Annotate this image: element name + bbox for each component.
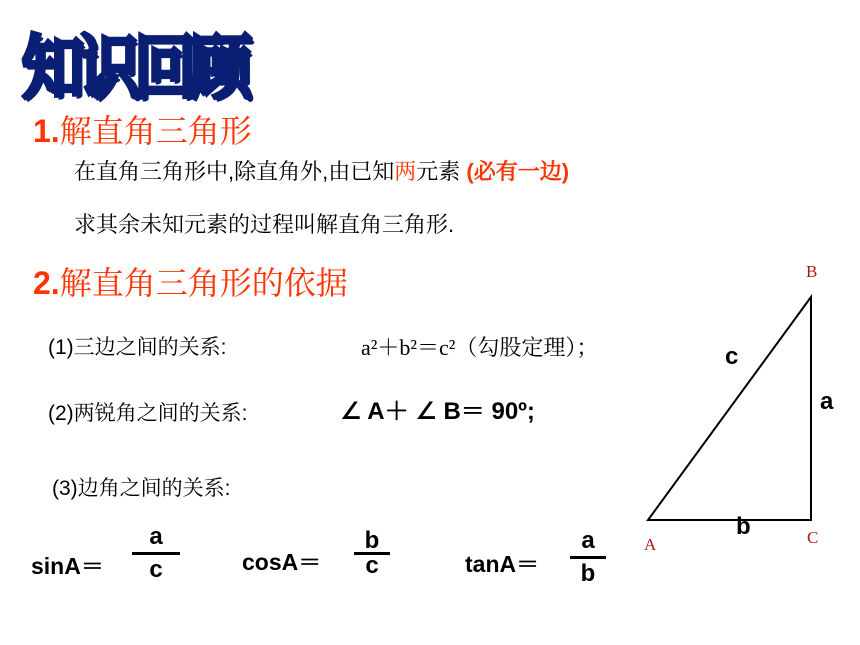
sin-denominator: c — [149, 556, 163, 583]
line1-text: 在直角三角形中,除直角外,由已知 — [74, 159, 395, 184]
vertex-a-label: A — [644, 535, 657, 554]
triangle-shape — [648, 297, 811, 520]
vertex-c-label: C — [807, 528, 819, 547]
sin-label: sinA＝ — [31, 553, 104, 579]
relation3-label: (3)边角之间的关系: — [52, 477, 231, 500]
vertex-b-label: B — [806, 262, 818, 281]
cos-numerator: b — [364, 527, 380, 554]
relation1-label: (1)三边之间的关系: — [48, 336, 227, 359]
relation2-formula: ∠ A＋ ∠ B＝ 90º; — [340, 398, 535, 425]
tan-label: tanA＝ — [465, 551, 540, 577]
section1-title: 解直角三角形 — [59, 113, 252, 149]
sin-numerator: a — [149, 523, 163, 550]
side-b-label: b — [736, 513, 751, 540]
line1-text-after: 元素 — [416, 159, 467, 184]
side-c-label: c — [725, 343, 739, 370]
line1-highlight: 两 — [394, 159, 417, 184]
relation1-formula: a²＋b²＝c²（勾股定理）； — [361, 335, 599, 360]
line1-note: (必有一边) — [466, 159, 570, 184]
section1-line2: 求其余未知元素的过程叫解直角三角形. — [74, 212, 455, 237]
section1-number: 1. — [33, 113, 60, 149]
section2-number: 2. — [33, 265, 60, 301]
side-a-label: a — [820, 388, 834, 415]
tan-numerator: a — [581, 527, 595, 554]
cos-label: cosA＝ — [242, 549, 322, 575]
cos-denominator: c — [365, 552, 379, 579]
tan-denominator: b — [580, 560, 596, 587]
page-title: 知识回顾 — [22, 29, 247, 108]
section2-title: 解直角三角形的依据 — [59, 265, 348, 301]
relation2-label: (2)两锐角之间的关系: — [48, 402, 248, 425]
